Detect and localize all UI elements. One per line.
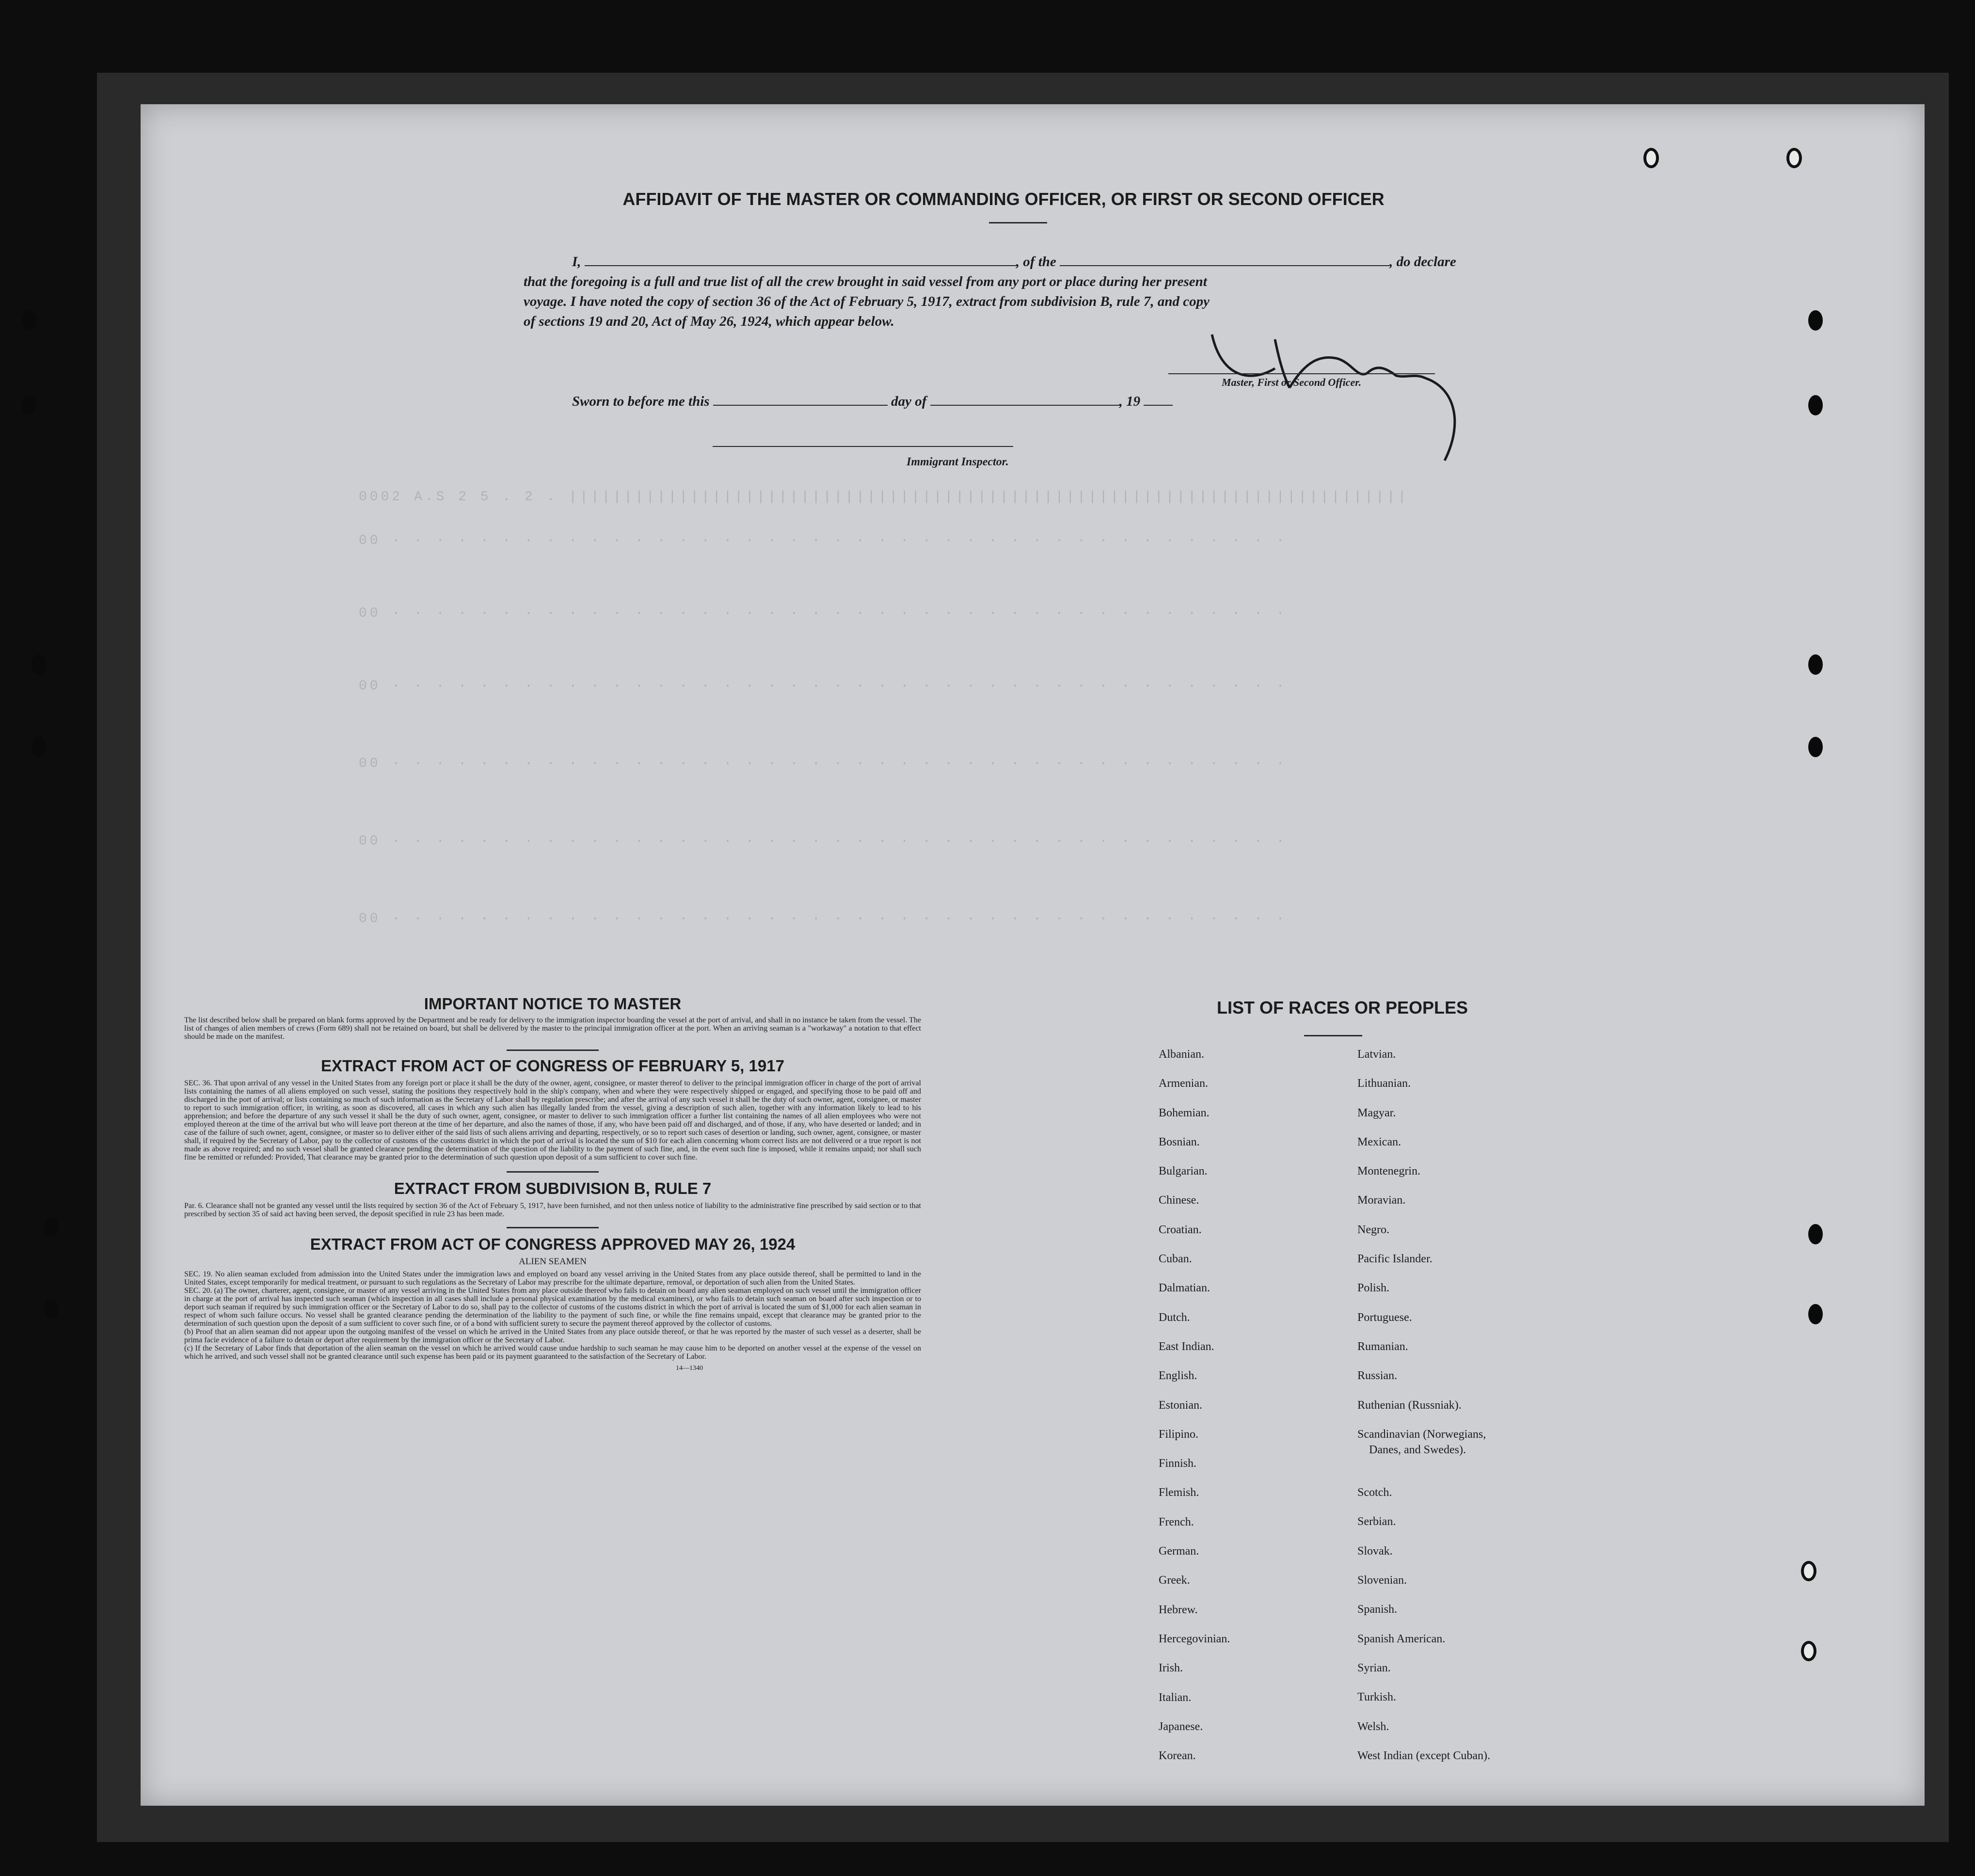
declaration-i: I, bbox=[572, 254, 581, 270]
extract-1924-sec19: SEC. 19. No alien seaman excluded from admission into the United States under the immigration laws and employed on board any vessel arriving in the United States from any place outside thereof, shall be permitted to land in the United States, except temporarily for medical treatment, or pursuant to such regulations as the Secretary of Labor may prescribe for the ultimate departure, removal, or deportation of such alien from the United States. bbox=[184, 1270, 921, 1287]
punch-hole bbox=[44, 1217, 58, 1237]
vessel-blank[interactable] bbox=[1060, 265, 1389, 266]
race-item: Scotch. bbox=[1357, 1486, 1392, 1499]
race-item: Irish. bbox=[1159, 1662, 1183, 1675]
document-page bbox=[141, 104, 1925, 1806]
punch-hole bbox=[1808, 654, 1823, 675]
race-item: Japanese. bbox=[1159, 1720, 1203, 1733]
race-item: Scandinavian (Norwegians, bbox=[1357, 1428, 1486, 1441]
race-item: Portuguese. bbox=[1357, 1311, 1412, 1324]
punch-hole bbox=[1643, 148, 1659, 168]
race-item: West Indian (except Cuban). bbox=[1357, 1749, 1490, 1762]
punch-hole bbox=[1808, 1304, 1823, 1324]
punch-hole bbox=[1808, 737, 1823, 757]
divider bbox=[507, 1049, 599, 1051]
race-item: East Indian. bbox=[1159, 1340, 1214, 1353]
declaration-line-3: voyage. I have noted the copy of section 36 of the Act of February 5, 1917, extract from subdivision B, rule 7, and copy bbox=[524, 294, 1210, 309]
punch-hole bbox=[22, 395, 36, 415]
master-signature bbox=[1193, 310, 1503, 470]
punch-hole bbox=[1808, 1224, 1823, 1244]
notice-body: The list described below shall be prepared on blank forms approved by the Department and be ready for delivery to the immigration inspector boarding the vessel at the port of arrival, and shall in no instance be taken from the vessel. The list of changes of alien members of crews (Form 689) shall not be retained on board, but shall be delivered by the master to the principal immigration officer at the port. When an arriving seaman is a "workaway" a notation to that effect should be made on the manifest. bbox=[184, 1016, 921, 1041]
race-item: Filipino. bbox=[1159, 1428, 1199, 1441]
race-item: Welsh. bbox=[1357, 1720, 1389, 1733]
punch-hole bbox=[22, 310, 36, 331]
declaration-of-the: , of the bbox=[1016, 254, 1056, 270]
extract-1924-sec20b: (b) Proof that an alien seaman did not appear upon the outgoing manifest of the vessel on which he arrived in the United States from any place outside thereof, or that he was reported by the master of such vessel as a deserter, shall be prima facie evidence of a failure to detain or deport after requirement by the immigration officer or the Secretary of Labor. bbox=[184, 1328, 921, 1344]
declaration-do-declare: , do declare bbox=[1389, 254, 1456, 270]
form-number: 14—1340 bbox=[676, 1365, 703, 1372]
race-item: Syrian. bbox=[1357, 1661, 1391, 1674]
race-item: Flemish. bbox=[1159, 1486, 1199, 1499]
races-right-column bbox=[1357, 1048, 1490, 1779]
race-item: Croatian. bbox=[1159, 1223, 1202, 1236]
name-blank[interactable] bbox=[585, 265, 1016, 266]
divider bbox=[1304, 1035, 1362, 1036]
signature-line bbox=[1168, 373, 1435, 374]
notice-title: IMPORTANT NOTICE TO MASTER bbox=[424, 995, 682, 1013]
inspector-line bbox=[713, 446, 1013, 447]
race-item: Dalmatian. bbox=[1159, 1282, 1210, 1295]
race-item: Hebrew. bbox=[1159, 1603, 1198, 1616]
extract-1924-subtitle: ALIEN SEAMEN bbox=[519, 1256, 587, 1267]
race-item: Armenian. bbox=[1159, 1077, 1208, 1090]
race-item: Pacific Islander. bbox=[1357, 1253, 1433, 1266]
race-item: Negro. bbox=[1357, 1223, 1389, 1236]
race-item: Magyar. bbox=[1357, 1106, 1396, 1119]
divider bbox=[507, 1171, 599, 1173]
punch-hole bbox=[1808, 395, 1823, 415]
sworn-year-blank[interactable] bbox=[1144, 405, 1173, 406]
race-item: Spanish American. bbox=[1357, 1632, 1446, 1645]
extract-1924-title: EXTRACT FROM ACT OF CONGRESS APPROVED MAY 26, 1924 bbox=[310, 1235, 796, 1253]
affidavit-title: AFFIDAVIT OF THE MASTER OR COMMANDING OFFICER, OR FIRST OR SECOND OFFICER bbox=[622, 189, 1385, 209]
races-left-column bbox=[1159, 1048, 1230, 1779]
punch-hole bbox=[1786, 148, 1802, 168]
race-item: Turkish. bbox=[1357, 1691, 1396, 1704]
race-item: Lithuanian. bbox=[1357, 1077, 1411, 1090]
race-item: Hercegovinian. bbox=[1159, 1632, 1230, 1645]
race-item: Mexican. bbox=[1357, 1135, 1401, 1148]
punch-hole bbox=[44, 1299, 58, 1320]
race-item: Spanish. bbox=[1357, 1603, 1398, 1616]
race-item: French. bbox=[1159, 1515, 1194, 1528]
race-item: Russian. bbox=[1357, 1369, 1398, 1383]
declaration-line-2: that the foregoing is a full and true list of all the crew brought in said vessel from any port or place during her present bbox=[524, 274, 1207, 289]
race-item: Dutch. bbox=[1159, 1311, 1190, 1324]
sworn-label: Sworn to before me this bbox=[572, 394, 710, 409]
notices-column bbox=[184, 995, 921, 1372]
race-item: Bulgarian. bbox=[1159, 1165, 1208, 1178]
punch-hole bbox=[1801, 1561, 1816, 1581]
race-item: Moravian. bbox=[1357, 1194, 1406, 1207]
race-item: Bosnian. bbox=[1159, 1135, 1200, 1148]
race-item: Polish. bbox=[1357, 1282, 1390, 1295]
punch-hole bbox=[1808, 310, 1823, 331]
extract-1924-sec20a: SEC. 20. (a) The owner, charterer, agent, consignee, or master of any vessel arriving in the United States from any place outside thereof who fails to detain on board any alien seaman employed on such vessel until the immigration officer in charge at the port of arrival has inspected such seaman (which inspection in all cases shall include a personal physical examination by the medical examiners), or who fails to detain such seaman on board after such inspection or to deport such seaman if required by such immigration officer or the Secretary of Labor to do so, shall pay to the collector of customs of the customs district in which the port of arrival is located the sum of $1,000 for each alien seaman in respect of whom such failure occurs. No vessel shall be granted clearance pending the determination of the liability to the payment of such fine, or while the fine remains unpaid, except that clearance may be granted prior to the determination of such question upon the deposit of a sum sufficient to cover such fine, or of a bond with sufficient surety to secure the payment thereof approved by the collector of customs. bbox=[184, 1287, 921, 1328]
signature-caption: Master, First or Second Officer. bbox=[1222, 376, 1362, 388]
race-item: Bohemian. bbox=[1159, 1106, 1210, 1119]
sworn-day-of: day of bbox=[891, 394, 927, 409]
races-title: LIST OF RACES OR PEOPLES bbox=[1217, 998, 1468, 1017]
punch-hole bbox=[32, 737, 46, 757]
race-item: Cuban. bbox=[1159, 1253, 1192, 1266]
race-item: Chinese. bbox=[1159, 1194, 1199, 1207]
sworn-day-blank[interactable] bbox=[713, 405, 888, 406]
race-item: Greek. bbox=[1159, 1574, 1190, 1587]
race-item: Albanian. bbox=[1159, 1048, 1204, 1061]
sworn-month-blank[interactable] bbox=[930, 405, 1119, 406]
race-item: Danes, and Swedes). bbox=[1369, 1444, 1466, 1457]
extract-1917-body: SEC. 36. That upon arrival of any vessel in the United States from any foreign port or place it shall be the duty of the owner, agent, consignee, or master thereof to deliver to the principal immigration officer in charge of the port of arrival lists containing the names of all aliens employed on such vessel, stating the positions they respectively hold in the ship's company, when and where they were respectively shipped or engaged, and specifying those to be paid off and discharged in the port of arrival; or lists containing so much of such information as the Secretary of Labor shall by regulation prescribe; and after the arrival of any such vessel it shall be the duty of such owner, agent, consignee, or master to report to such immigration officer, in writing, as soon as discovered, all cases in which any such alien has illegally landed from the vessel, giving a description of such alien, together with any information likely to lead to his apprehension; and before the departure of any such vessel it shall be the duty of such owner, agent, consignee, or master to deliver to such immigration officer a further list containing the names of all alien employees who were not employed thereon at the time of the arrival but who will leave port thereon at the time of her departure, and also the names of those, if any, who have been paid off and discharged, and of those, if any, who have deserted or landed; and in case of the failure of such owner, agent, consignee, or master so to deliver either of the said lists of such aliens arriving and departing, respectively, or so to report such cases of desertion or landing, such owner, agent, consignee, or master shall, if required by the Secretary of Labor, pay to the collector of customs of the customs district in which the port of arrival is located the sum of $10 for each alien concerning whom correct lists are not delivered or a true report is not made as above required; and no such vessel shall be granted clearance pending the determination of the question of the liability to the payment of such fine, and, in the event such fine is imposed, while it remains unpaid; nor shall such fine be remitted or refunded: Provided, That clearance may be granted prior to the determination of such question upon deposit of a sum sufficient to cover such fine. bbox=[184, 1079, 921, 1161]
race-item: Latvian. bbox=[1357, 1048, 1396, 1061]
extract-1917-title: EXTRACT FROM ACT OF CONGRESS OF FEBRUARY 5, 1917 bbox=[321, 1057, 784, 1075]
race-item: Estonian. bbox=[1159, 1399, 1202, 1412]
race-item: Italian. bbox=[1159, 1691, 1192, 1704]
race-item: Rumanian. bbox=[1357, 1340, 1408, 1353]
divider bbox=[989, 222, 1047, 223]
race-item: German. bbox=[1159, 1545, 1199, 1558]
inspector-caption: Immigrant Inspector. bbox=[907, 456, 1009, 468]
extract-rule7-title: EXTRACT FROM SUBDIVISION B, RULE 7 bbox=[394, 1179, 712, 1197]
race-item: English. bbox=[1159, 1369, 1197, 1383]
race-item: Serbian. bbox=[1357, 1515, 1396, 1528]
punch-hole bbox=[1801, 1641, 1816, 1661]
race-item: Finnish. bbox=[1159, 1457, 1197, 1470]
extract-1924-sec20c: (c) If the Secretary of Labor finds that deportation of the alien seaman on the vessel on which he arrived would cause undue hardship to such seaman he may cause him to be deported on another vessel at the expense of the vessel on which he arrived, and such vessel shall not be granted clearance until such expense has been paid or its payment guaranteed to the satisfaction of the Secretary of Labor. bbox=[184, 1344, 921, 1361]
race-item: Montenegrin. bbox=[1357, 1165, 1420, 1178]
sworn-line bbox=[572, 394, 1173, 410]
race-item: Ruthenian (Russniak). bbox=[1357, 1399, 1462, 1412]
punch-hole bbox=[32, 654, 46, 675]
sworn-year-prefix: , 19 bbox=[1119, 394, 1141, 409]
extract-rule7-body: Par. 6. Clearance shall not be granted any vessel until the lists required by section 36 of the Act of February 5, 1917, have been furnished, and not then unless notice of liability to the administrative fine prescribed by said section or to that prescribed by section 35 of said act having been served, the deposit specified in rule 23 has been made. bbox=[184, 1202, 921, 1218]
race-item: Slovak. bbox=[1357, 1544, 1393, 1558]
race-item: Korean. bbox=[1159, 1749, 1196, 1763]
declaration-line-4: of sections 19 and 20, Act of May 26, 1924, which appear below. bbox=[524, 314, 894, 329]
race-item: Slovenian. bbox=[1357, 1574, 1407, 1587]
divider bbox=[507, 1227, 599, 1228]
